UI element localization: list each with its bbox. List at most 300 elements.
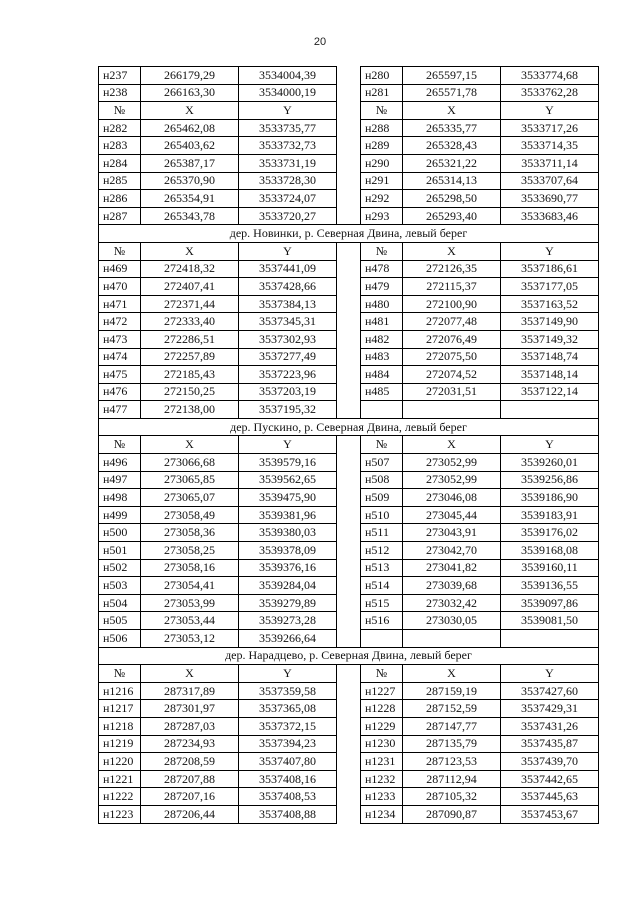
point-id: н1232 [361,770,403,788]
coord-x: 265328,43 [403,137,501,155]
point-id: н470 [99,278,141,296]
coord-y: 3539260,01 [501,454,599,472]
point-id: н499 [99,506,141,524]
point-id: н509 [361,489,403,507]
coord-x: 265314,13 [403,172,501,190]
table-row [99,489,599,507]
header-x: X [403,665,501,683]
coord-x: 273053,12 [141,630,239,648]
table-row [99,295,599,313]
column-gap [337,348,361,366]
column-gap [337,805,361,823]
column-gap [337,278,361,296]
table-row [99,278,599,296]
section-title-row [99,647,599,665]
coord-y: 3539562,65 [239,471,337,489]
point-id: н283 [99,137,141,155]
point-id: н1231 [361,753,403,771]
point-id: н511 [361,524,403,542]
point-id: н500 [99,524,141,542]
coord-y: 3537149,32 [501,330,599,348]
table-row [99,190,599,208]
column-gap [337,770,361,788]
point-id: н293 [361,207,403,225]
table-row [99,559,599,577]
coordinates-table [98,66,599,824]
column-gap [337,630,361,648]
section-title: дер. Новинки, р. Северная Двина, левый берег [99,225,599,243]
point-id [361,401,403,419]
header-y: Y [239,242,337,260]
coord-y: 3537203,19 [239,383,337,401]
point-id: н289 [361,137,403,155]
coord-x: 265298,50 [403,190,501,208]
coord-x: 273039,68 [403,577,501,595]
coord-x: 287159,19 [403,682,501,700]
coord-x: 287317,89 [141,682,239,700]
table-row [99,630,599,648]
coord-y: 3537372,15 [239,717,337,735]
point-id: н483 [361,348,403,366]
table-row [99,700,599,718]
coord-x: 272286,51 [141,330,239,348]
point-id: н1218 [99,717,141,735]
point-id: н505 [99,612,141,630]
table-row [99,577,599,595]
column-header-row [99,102,599,120]
column-gap [337,489,361,507]
coord-y: 3539279,89 [239,594,337,612]
point-id: н1219 [99,735,141,753]
point-id: н1221 [99,770,141,788]
header-x: X [403,102,501,120]
table-row [99,612,599,630]
coord-x: 273030,05 [403,612,501,630]
coord-y: 3537453,67 [501,805,599,823]
coord-x: 265462,08 [141,119,239,137]
coord-y: 3537149,90 [501,313,599,331]
coord-x: 287152,59 [403,700,501,718]
coord-y: 3537177,05 [501,278,599,296]
table-row [99,137,599,155]
coord-x: 273065,07 [141,489,239,507]
coord-y: 3533690,77 [501,190,599,208]
table-row [99,542,599,560]
coord-x: 272407,41 [141,278,239,296]
table-row [99,207,599,225]
point-id: н288 [361,119,403,137]
table-row [99,154,599,172]
coord-x: 272333,40 [141,313,239,331]
coord-y: 3537442,65 [501,770,599,788]
coord-y: 3537359,58 [239,682,337,700]
column-gap [337,454,361,472]
coord-y: 3539183,91 [501,506,599,524]
coord-y: 3537163,52 [501,295,599,313]
point-id: н478 [361,260,403,278]
coord-y: 3539160,11 [501,559,599,577]
table-row [99,717,599,735]
coord-y: 3537223,96 [239,366,337,384]
point-id: н501 [99,542,141,560]
column-gap [337,172,361,190]
column-gap [337,753,361,771]
header-y: Y [501,102,599,120]
coord-x: 273058,25 [141,542,239,560]
column-gap [337,436,361,454]
coord-x: 265597,15 [403,67,501,85]
coord-y: 3537439,70 [501,753,599,771]
header-num: № [361,436,403,454]
header-y: Y [239,102,337,120]
coord-y: 3537408,88 [239,805,337,823]
column-gap [337,242,361,260]
point-id: н513 [361,559,403,577]
coord-x [403,401,501,419]
header-x: X [141,102,239,120]
point-id: н290 [361,154,403,172]
coord-x: 287112,94 [403,770,501,788]
header-x: X [141,436,239,454]
coord-y: 3533683,46 [501,207,599,225]
coord-y: 3537195,32 [239,401,337,419]
coord-x: 273052,99 [403,471,501,489]
header-y: Y [239,665,337,683]
column-gap [337,700,361,718]
coord-x: 273052,99 [403,454,501,472]
column-gap [337,506,361,524]
coord-y: 3537408,53 [239,788,337,806]
table-row [99,506,599,524]
page-number: 20 [313,36,327,48]
coord-y [501,630,599,648]
coord-x: 273032,42 [403,594,501,612]
coord-x: 273058,16 [141,559,239,577]
point-id: н291 [361,172,403,190]
section-title-row [99,225,599,243]
coord-y: 3537431,26 [501,717,599,735]
coord-y: 3539475,90 [239,489,337,507]
table-row [99,383,599,401]
coord-y: 3537445,63 [501,788,599,806]
coord-x: 272418,32 [141,260,239,278]
table-row [99,330,599,348]
column-gap [337,612,361,630]
column-gap [337,682,361,700]
point-id: н284 [99,154,141,172]
coord-x: 272031,51 [403,383,501,401]
coord-x: 273041,82 [403,559,501,577]
table-row [99,401,599,419]
coord-x: 265335,77 [403,119,501,137]
coord-y: 3537345,31 [239,313,337,331]
point-id: н496 [99,454,141,472]
point-id: н1228 [361,700,403,718]
column-gap [337,717,361,735]
coord-y: 3537407,80 [239,753,337,771]
coord-y: 3539266,64 [239,630,337,648]
header-x: X [403,436,501,454]
coord-x: 273058,49 [141,506,239,524]
point-id: н477 [99,401,141,419]
point-id: н514 [361,577,403,595]
column-gap [337,67,361,85]
point-id: н1223 [99,805,141,823]
table-row [99,594,599,612]
coord-y: 3533714,35 [501,137,599,155]
point-id: н475 [99,366,141,384]
column-gap [337,471,361,489]
header-num: № [361,665,403,683]
table-row [99,172,599,190]
coord-y: 3539380,03 [239,524,337,542]
coord-y: 3533732,73 [239,137,337,155]
coord-y: 3537427,60 [501,682,599,700]
point-id: н503 [99,577,141,595]
coord-y: 3534004,39 [239,67,337,85]
coord-x: 287287,03 [141,717,239,735]
coordinates-table-body [99,67,599,824]
column-gap [337,84,361,102]
point-id: н472 [99,313,141,331]
coord-y: 3537148,74 [501,348,599,366]
column-gap [337,366,361,384]
table-row [99,348,599,366]
coord-y: 3539081,50 [501,612,599,630]
column-gap [337,102,361,120]
point-id: н1216 [99,682,141,700]
table-row [99,682,599,700]
column-gap [337,313,361,331]
coord-y: 3533717,26 [501,119,599,137]
point-id: н498 [99,489,141,507]
coord-y [501,401,599,419]
column-header-row [99,665,599,683]
coord-y: 3539136,55 [501,577,599,595]
point-id [361,630,403,648]
coord-x: 272138,00 [141,401,239,419]
coord-y: 3539376,16 [239,559,337,577]
coord-y: 3533735,77 [239,119,337,137]
point-id: н280 [361,67,403,85]
coord-y: 3533707,64 [501,172,599,190]
coord-x: 265403,62 [141,137,239,155]
coord-x: 287123,53 [403,753,501,771]
point-id: н481 [361,313,403,331]
coord-x: 273045,44 [403,506,501,524]
coord-x: 273054,41 [141,577,239,595]
coord-x: 287207,16 [141,788,239,806]
coord-x: 287208,59 [141,753,239,771]
header-num: № [99,102,141,120]
coord-x: 265321,22 [403,154,501,172]
table-row [99,119,599,137]
coord-x: 287135,79 [403,735,501,753]
coord-x: 265343,78 [141,207,239,225]
coord-x: 273046,08 [403,489,501,507]
coord-x: 273042,70 [403,542,501,560]
table-row [99,788,599,806]
coord-x: 272115,37 [403,278,501,296]
coord-y: 3537428,66 [239,278,337,296]
coord-x: 287090,87 [403,805,501,823]
column-gap [337,594,361,612]
table-row [99,805,599,823]
header-num: № [99,242,141,260]
coord-y: 3537394,23 [239,735,337,753]
column-gap [337,665,361,683]
column-gap [337,154,361,172]
table-row [99,524,599,542]
coord-x: 272150,25 [141,383,239,401]
coord-y: 3537186,61 [501,260,599,278]
point-id: н506 [99,630,141,648]
table-row [99,454,599,472]
coord-y: 3533774,68 [501,67,599,85]
column-gap [337,524,361,542]
coord-x: 287207,88 [141,770,239,788]
coord-y: 3539273,28 [239,612,337,630]
column-gap [337,137,361,155]
point-id: н482 [361,330,403,348]
coord-y: 3533711,14 [501,154,599,172]
coord-x: 265293,40 [403,207,501,225]
coord-y: 3539256,86 [501,471,599,489]
column-gap [337,207,361,225]
coord-x: 287105,32 [403,788,501,806]
point-id: н510 [361,506,403,524]
point-id: н508 [361,471,403,489]
coord-x: 266163,30 [141,84,239,102]
coord-x: 265354,91 [141,190,239,208]
coord-y: 3537122,14 [501,383,599,401]
point-id: н282 [99,119,141,137]
header-x: X [403,242,501,260]
coord-y: 3537302,93 [239,330,337,348]
point-id: н1227 [361,682,403,700]
coord-y: 3533728,30 [239,172,337,190]
header-num: № [361,242,403,260]
coord-x: 287206,44 [141,805,239,823]
coord-x: 273058,36 [141,524,239,542]
point-id: н238 [99,84,141,102]
column-gap [337,401,361,419]
coord-x: 272075,50 [403,348,501,366]
coord-x: 265387,17 [141,154,239,172]
coord-x: 287234,93 [141,735,239,753]
coord-y: 3537408,16 [239,770,337,788]
point-id: н1234 [361,805,403,823]
header-y: Y [501,436,599,454]
point-id: н476 [99,383,141,401]
coord-y: 3537441,09 [239,260,337,278]
point-id: н471 [99,295,141,313]
point-id: н502 [99,559,141,577]
column-gap [337,119,361,137]
table-row [99,84,599,102]
point-id: н1220 [99,753,141,771]
column-header-row [99,242,599,260]
table-row [99,260,599,278]
point-id: н516 [361,612,403,630]
coord-y: 3539097,86 [501,594,599,612]
point-id: н469 [99,260,141,278]
header-y: Y [239,436,337,454]
column-gap [337,190,361,208]
table-row [99,753,599,771]
coord-y: 3537429,31 [501,700,599,718]
header-y: Y [501,242,599,260]
coord-x: 265370,90 [141,172,239,190]
header-y: Y [501,665,599,683]
point-id: н479 [361,278,403,296]
coord-y: 3537435,87 [501,735,599,753]
coord-y: 3533720,27 [239,207,337,225]
coord-x: 272126,35 [403,260,501,278]
point-id: н504 [99,594,141,612]
coord-x: 272074,52 [403,366,501,384]
point-id: н497 [99,471,141,489]
point-id: н1233 [361,788,403,806]
column-gap [337,542,361,560]
coord-y: 3539284,04 [239,577,337,595]
coord-x: 272257,89 [141,348,239,366]
coord-x: 272185,43 [141,366,239,384]
point-id: н292 [361,190,403,208]
column-gap [337,330,361,348]
section-title: дер. Нарадцево, р. Северная Двина, левый берег [99,647,599,665]
section-title: дер. Пускино, р. Северная Двина, левый берег [99,418,599,436]
coord-y: 3537365,08 [239,700,337,718]
coord-y: 3533762,28 [501,84,599,102]
coord-y: 3533724,07 [239,190,337,208]
header-x: X [141,242,239,260]
coord-x: 273065,85 [141,471,239,489]
coord-y: 3539168,08 [501,542,599,560]
coord-x: 265571,78 [403,84,501,102]
point-id: н285 [99,172,141,190]
coord-x: 272077,48 [403,313,501,331]
coord-y: 3539186,90 [501,489,599,507]
point-id: н1217 [99,700,141,718]
coord-x: 273053,99 [141,594,239,612]
coord-y: 3539176,02 [501,524,599,542]
header-x: X [141,665,239,683]
point-id: н1222 [99,788,141,806]
coord-x: 273043,91 [403,524,501,542]
column-gap [337,735,361,753]
point-id: н512 [361,542,403,560]
point-id: н287 [99,207,141,225]
coord-x: 272371,44 [141,295,239,313]
coord-x: 273053,44 [141,612,239,630]
header-num: № [361,102,403,120]
column-gap [337,260,361,278]
header-num: № [99,436,141,454]
point-id: н1229 [361,717,403,735]
point-id: н480 [361,295,403,313]
coord-y: 3534000,19 [239,84,337,102]
table-row [99,735,599,753]
header-num: № [99,665,141,683]
coord-x: 287301,97 [141,700,239,718]
column-gap [337,577,361,595]
coord-y: 3533731,19 [239,154,337,172]
table-row [99,67,599,85]
coord-x: 272100,90 [403,295,501,313]
column-gap [337,295,361,313]
coord-y: 3539579,16 [239,454,337,472]
